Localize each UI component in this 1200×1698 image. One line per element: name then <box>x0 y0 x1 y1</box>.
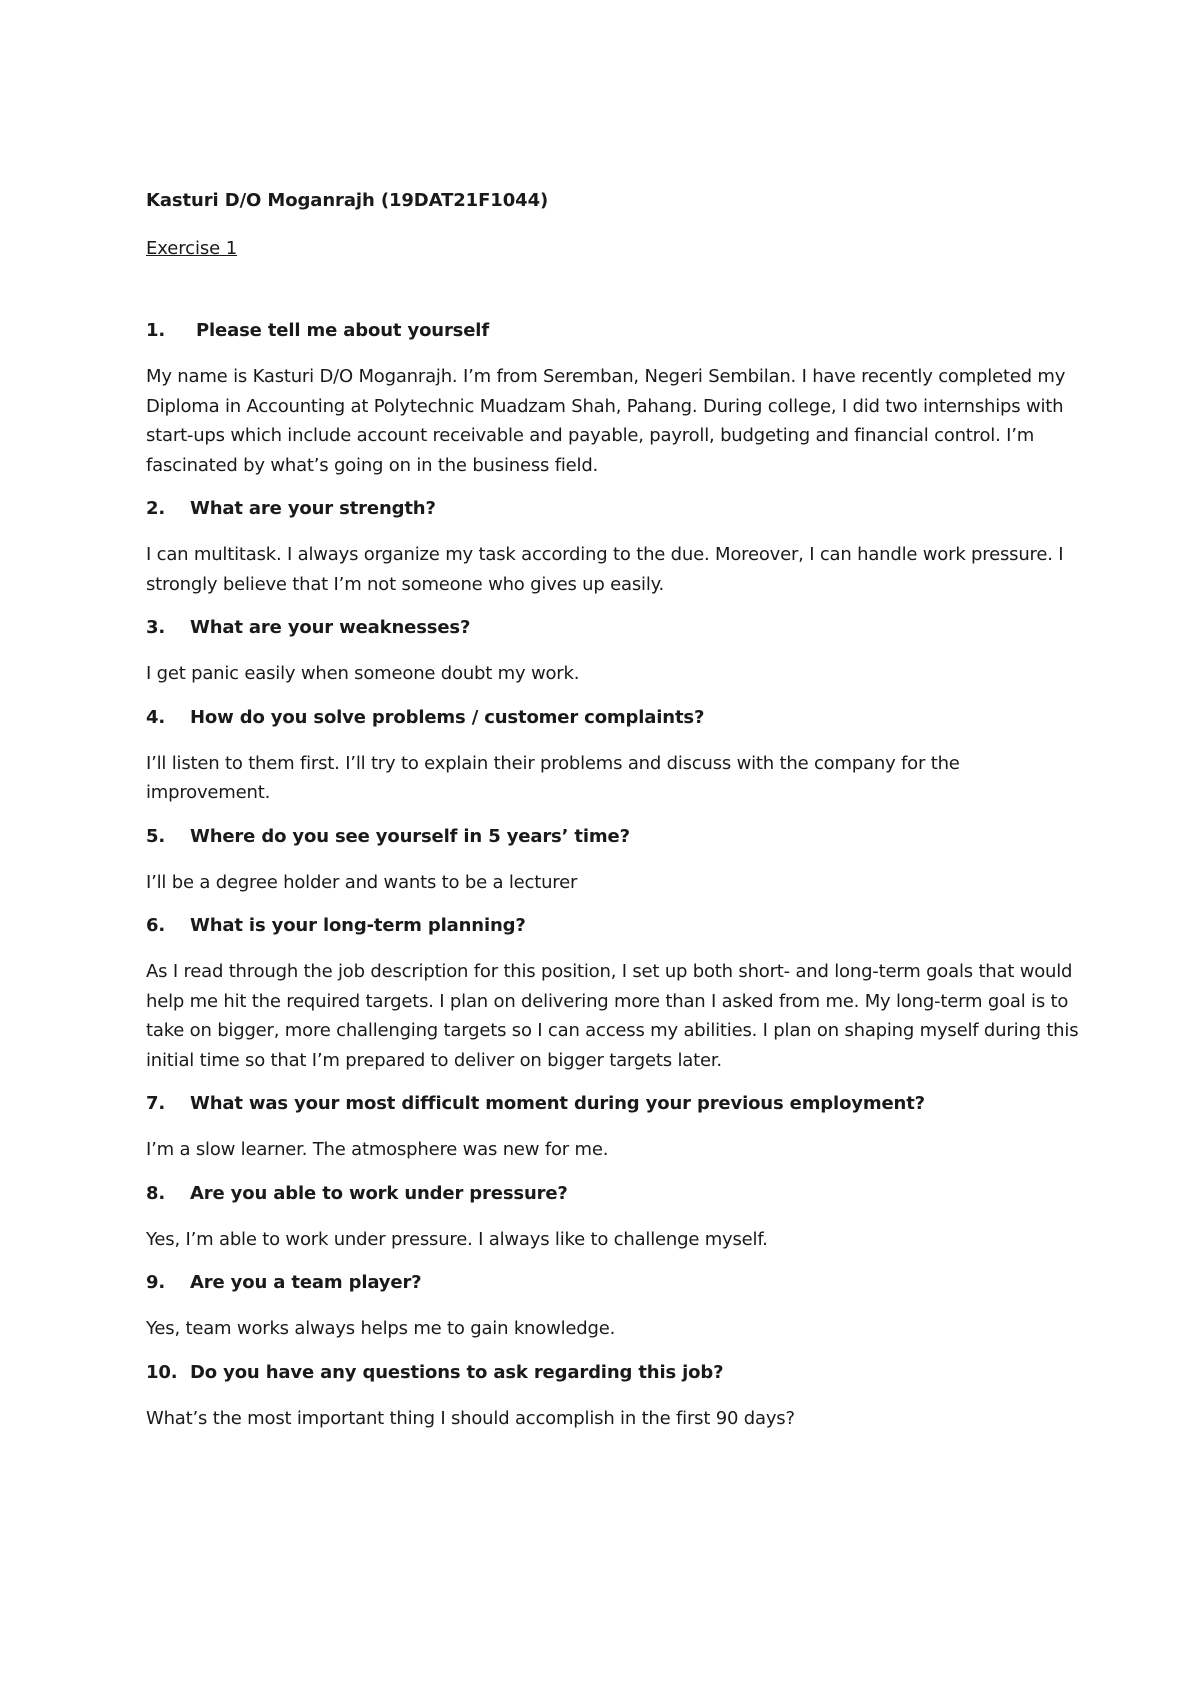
question-text: What was your most difficult moment during your previous employment? <box>190 1093 925 1114</box>
question-number: 7. <box>146 1093 166 1114</box>
question-number: 6. <box>146 915 166 936</box>
question-6 <box>146 913 1086 939</box>
question-5 <box>146 824 1086 850</box>
answer-9: Yes, team works always helps me to gain knowledge. <box>146 1318 616 1339</box>
answer-10: What’s the most important thing I should accomplish in the first 90 days? <box>146 1407 795 1429</box>
qa-item-7 <box>146 1091 1086 1165</box>
question-7 <box>146 1091 1086 1117</box>
answer-6: As I read through the job description for this position, I set up both short- and long-term goals that would help me hit the required targets. I plan on delivering more than I asked from me. My long-term goal is to take on bigger, more challenging targets so I can access my abilities. I plan on shaping myself during this initial time so that I’m prepared to deliver on bigger targets later. <box>146 961 1079 1071</box>
question-text: Please tell me about yourself <box>196 320 490 341</box>
question-text: Where do you see yourself in 5 years’ time? <box>190 825 630 847</box>
author-line: Kasturi D/O Moganrajh (19DAT21F1044) <box>146 190 549 211</box>
exercise-title: Exercise 1 <box>146 238 238 259</box>
qa-item-5 <box>146 824 1086 898</box>
question-number: 8. <box>146 1182 166 1204</box>
question-text: What are your strength? <box>190 498 436 519</box>
question-4 <box>146 705 1086 731</box>
qa-item-9 <box>146 1270 1086 1344</box>
question-9 <box>146 1270 1086 1296</box>
answer-8: Yes, I’m able to work under pressure. I always like to challenge myself. <box>146 1228 768 1250</box>
document-body <box>146 188 1086 1449</box>
qa-item-2 <box>146 496 1086 599</box>
question-text: What are your weaknesses? <box>190 617 471 638</box>
question-number: 9. <box>146 1272 166 1293</box>
question-8 <box>146 1181 1086 1207</box>
answer-1: My name is Kasturi D/O Moganrajh. I’m from Seremban, Negeri Sembilan. I have recently completed my Diploma in Accounting at Polytechnic Muadzam Shah, Pahang. During college, I did two internships with start-ups which include account receivable and payable, payroll, budgeting and financial control. I’m fascinated by what’s going on in the business field. <box>146 366 1066 476</box>
question-number: 4. <box>146 706 166 728</box>
answer-5: I’ll be a degree holder and wants to be a lecturer <box>146 871 578 893</box>
qa-item-10 <box>146 1360 1086 1434</box>
answer-3: I get panic easily when someone doubt my work. <box>146 663 580 684</box>
question-text: How do you solve problems / customer complaints? <box>190 706 705 728</box>
qa-item-1 <box>146 318 1086 480</box>
question-number: 3. <box>146 617 166 638</box>
question-10 <box>146 1360 1086 1386</box>
qa-item-8 <box>146 1181 1086 1255</box>
question-number: 2. <box>146 498 166 519</box>
question-3 <box>146 615 1086 641</box>
question-1 <box>146 318 1086 344</box>
question-number: 5. <box>146 825 166 847</box>
question-text: Do you have any questions to ask regarding this job? <box>190 1361 724 1383</box>
answer-7: I’m a slow learner. The atmosphere was new for me. <box>146 1139 609 1160</box>
qa-item-6 <box>146 913 1086 1075</box>
question-text: Are you a team player? <box>190 1272 422 1293</box>
qa-item-3 <box>146 615 1086 689</box>
question-number: 1. <box>146 320 166 341</box>
question-text: What is your long-term planning? <box>190 915 526 936</box>
answer-2: I can multitask. I always organize my task according to the due. Moreover, I can handle work pressure. I strongly believe that I’m not someone who gives up easily. <box>146 544 1064 595</box>
qa-item-4 <box>146 705 1086 808</box>
question-2 <box>146 496 1086 522</box>
question-number: 10. <box>146 1361 178 1383</box>
answer-4: I’ll listen to them first. I’ll try to explain their problems and discuss with the company for the improvement. <box>146 752 960 803</box>
question-text: Are you able to work under pressure? <box>190 1182 568 1204</box>
